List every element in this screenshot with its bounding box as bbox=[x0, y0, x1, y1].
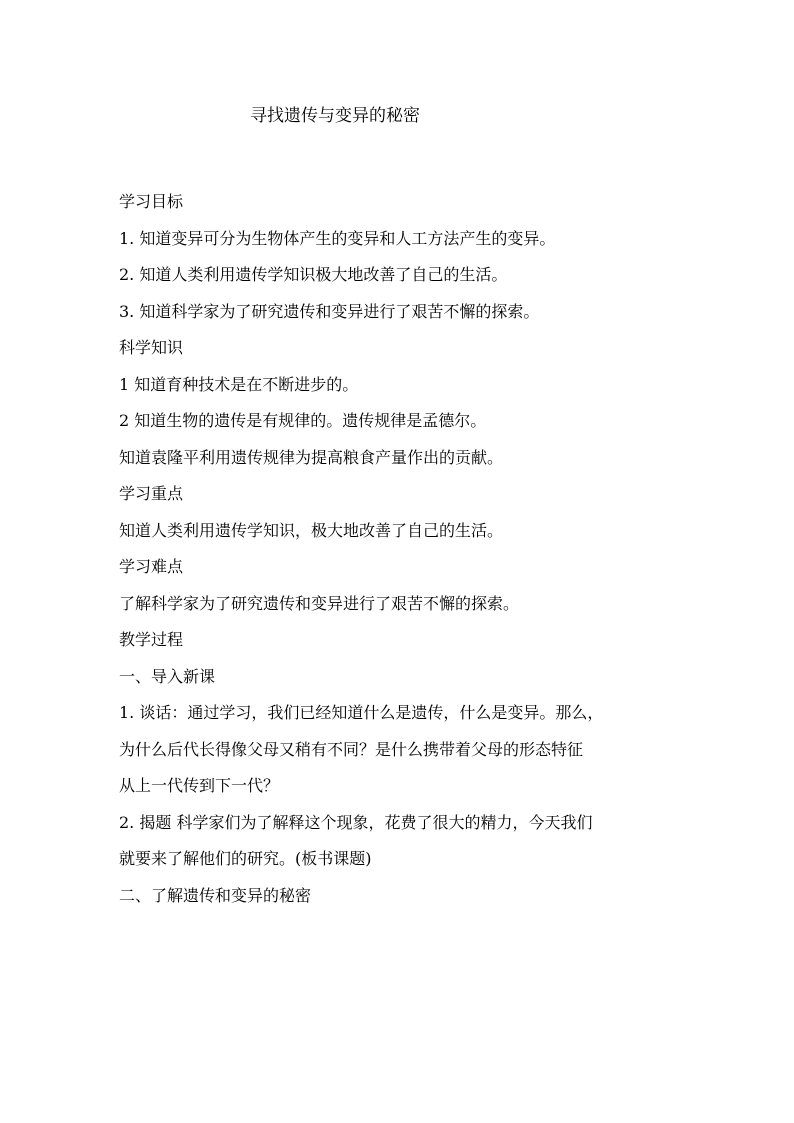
knowledge-item-3: 知道袁隆平利用遗传规律为提高粮食产量作出的贡献。 bbox=[119, 447, 504, 467]
section-heading-key-points: 学习重点 bbox=[119, 484, 184, 503]
paragraph-line: 1. 谈话：通过学习，我们已经知道什么是遗传，什么是变异。那么， bbox=[119, 703, 604, 722]
knowledge-item-1: 1 知道育种技术是在不断进步的。 bbox=[119, 374, 359, 394]
paragraph-line: 2. 揭题 科学家们为了解释这个现象，花费了很大的精力，今天我们 bbox=[119, 812, 593, 832]
paragraph-line: 为什么后代长得像父母又稍有不同？是什么携带着父母的形态特征 bbox=[119, 739, 584, 759]
goal-item-3: 3. 知道科学家为了研究遗传和变异进行了艰苦不懈的探索。 bbox=[119, 301, 540, 321]
section-heading-learning-goals: 学习目标 bbox=[119, 192, 184, 211]
section-heading-teaching-process: 教学过程 bbox=[119, 630, 184, 649]
key-point-text: 知道人类利用遗传学知识，极大地改善了自己的生活。 bbox=[119, 520, 504, 540]
goal-item-2: 2. 知道人类利用遗传学知识极大地改善了自己的生活。 bbox=[119, 265, 508, 284]
paragraph-line: 就要来了解他们的研究。(板书课题) bbox=[119, 849, 372, 868]
subsection-heading-introduction: 一、导入新课 bbox=[119, 666, 216, 686]
knowledge-item-2: 2 知道生物的遗传是有规律的。遗传规律是孟德尔。 bbox=[119, 411, 487, 430]
subsection-heading-secrets: 二、了解遗传和变异的秘密 bbox=[119, 885, 312, 905]
difficulty-text: 了解科学家为了研究遗传和变异进行了艰苦不懈的探索。 bbox=[119, 593, 520, 613]
paragraph-line: 从上一代传到下一代？ bbox=[119, 776, 280, 795]
section-heading-science-knowledge: 科学知识 bbox=[119, 338, 184, 357]
section-heading-difficulties: 学习难点 bbox=[119, 557, 184, 576]
document-body bbox=[119, 184, 679, 914]
document-title: 寻找遗传与变异的秘密 bbox=[250, 106, 420, 126]
goal-item-1: 1. 知道变异可分为生物体产生的变异和人工方法产生的变异。 bbox=[119, 228, 556, 248]
